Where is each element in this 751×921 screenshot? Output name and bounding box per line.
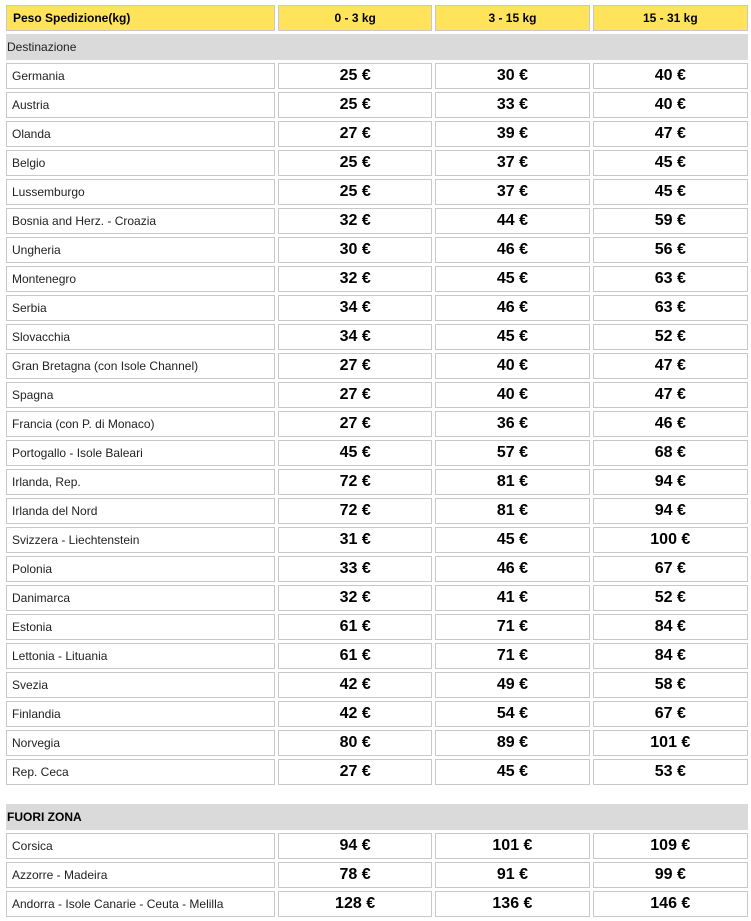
price-cell: 27 € — [278, 759, 432, 785]
table-row — [6, 92, 748, 118]
table-row — [6, 179, 748, 205]
price-cell: 72 € — [278, 498, 432, 524]
destination-cell: Gran Bretagna (con Isole Channel) — [6, 353, 275, 379]
destination-cell: Spagna — [6, 382, 275, 408]
table-row — [6, 121, 748, 147]
fuori-zona-body — [6, 804, 748, 917]
destination-cell: Ungheria — [6, 237, 275, 263]
price-cell: 39 € — [435, 121, 589, 147]
price-cell: 109 € — [593, 833, 748, 859]
table-row — [6, 440, 748, 466]
table-row — [6, 730, 748, 756]
table-row — [6, 382, 748, 408]
table-row — [6, 411, 748, 437]
table-row — [6, 237, 748, 263]
price-cell: 63 € — [593, 295, 748, 321]
price-cell: 45 € — [435, 759, 589, 785]
destination-cell: Finlandia — [6, 701, 275, 727]
price-cell: 52 € — [593, 324, 748, 350]
price-cell: 32 € — [278, 585, 432, 611]
price-cell: 94 € — [593, 469, 748, 495]
price-cell: 78 € — [278, 862, 432, 888]
section-row — [6, 34, 748, 60]
section-title: Destinazione — [6, 34, 748, 60]
table-row — [6, 701, 748, 727]
destination-cell: Svizzera - Liechtenstein — [6, 527, 275, 553]
price-cell: 41 € — [435, 585, 589, 611]
price-cell: 33 € — [435, 92, 589, 118]
destination-cell: Andorra - Isole Canarie - Ceuta - Melilla — [6, 891, 275, 917]
range-header: 3 - 15 kg — [435, 5, 589, 31]
price-cell: 61 € — [278, 643, 432, 669]
table-row — [6, 643, 748, 669]
price-cell: 32 € — [278, 266, 432, 292]
price-cell: 100 € — [593, 527, 748, 553]
price-cell: 54 € — [435, 701, 589, 727]
price-cell: 33 € — [278, 556, 432, 582]
range-header: 0 - 3 kg — [278, 5, 432, 31]
price-cell: 27 € — [278, 382, 432, 408]
price-cell: 27 € — [278, 121, 432, 147]
destination-cell: Norvegia — [6, 730, 275, 756]
price-cell: 27 € — [278, 411, 432, 437]
destination-cell: Lussemburgo — [6, 179, 275, 205]
price-cell: 40 € — [593, 63, 748, 89]
price-cell: 42 € — [278, 701, 432, 727]
price-cell: 37 € — [435, 179, 589, 205]
destination-cell: Bosnia and Herz. - Croazia — [6, 208, 275, 234]
destination-cell: Estonia — [6, 614, 275, 640]
destination-cell: Serbia — [6, 295, 275, 321]
range-header: 15 - 31 kg — [593, 5, 748, 31]
table-row — [6, 759, 748, 785]
price-cell: 57 € — [435, 440, 589, 466]
price-cell: 32 € — [278, 208, 432, 234]
destination-cell: Corsica — [6, 833, 275, 859]
zone-body — [6, 34, 748, 785]
price-cell: 34 € — [278, 295, 432, 321]
table-row — [6, 891, 748, 917]
price-cell: 71 € — [435, 643, 589, 669]
table-row — [6, 266, 748, 292]
destination-cell: Danimarca — [6, 585, 275, 611]
price-cell: 99 € — [593, 862, 748, 888]
price-cell: 101 € — [435, 833, 589, 859]
price-cell: 49 € — [435, 672, 589, 698]
price-cell: 46 € — [435, 237, 589, 263]
price-cell: 45 € — [435, 527, 589, 553]
destination-cell: Rep. Ceca — [6, 759, 275, 785]
price-cell: 25 € — [278, 63, 432, 89]
price-cell: 58 € — [593, 672, 748, 698]
destination-cell: Polonia — [6, 556, 275, 582]
price-cell: 52 € — [593, 585, 748, 611]
weight-header: Peso Spedizione(kg) — [6, 5, 275, 31]
price-cell: 80 € — [278, 730, 432, 756]
table-row — [6, 63, 748, 89]
price-cell: 46 € — [435, 295, 589, 321]
table-row — [6, 469, 748, 495]
destination-cell: Francia (con P. di Monaco) — [6, 411, 275, 437]
destination-cell: Azzorre - Madeira — [6, 862, 275, 888]
price-cell: 46 € — [593, 411, 748, 437]
destination-cell: Svezia — [6, 672, 275, 698]
price-cell: 81 € — [435, 469, 589, 495]
destination-cell: Montenegro — [6, 266, 275, 292]
header-row — [6, 5, 748, 31]
price-cell: 56 € — [593, 237, 748, 263]
price-cell: 94 € — [278, 833, 432, 859]
price-cell: 40 € — [435, 382, 589, 408]
destination-cell: Slovacchia — [6, 324, 275, 350]
price-cell: 94 € — [593, 498, 748, 524]
destination-cell: Irlanda, Rep. — [6, 469, 275, 495]
price-cell: 46 € — [435, 556, 589, 582]
table-row — [6, 585, 748, 611]
price-cell: 44 € — [435, 208, 589, 234]
section-title: FUORI ZONA — [6, 804, 748, 830]
table-row — [6, 672, 748, 698]
price-cell: 42 € — [278, 672, 432, 698]
price-cell: 67 € — [593, 556, 748, 582]
price-cell: 63 € — [593, 266, 748, 292]
price-cell: 45 € — [593, 179, 748, 205]
destination-cell: Olanda — [6, 121, 275, 147]
table-row — [6, 295, 748, 321]
price-cell: 25 € — [278, 150, 432, 176]
table-row — [6, 324, 748, 350]
price-cell: 128 € — [278, 891, 432, 917]
price-cell: 36 € — [435, 411, 589, 437]
price-cell: 47 € — [593, 121, 748, 147]
price-cell: 40 € — [435, 353, 589, 379]
rates-table — [3, 2, 751, 788]
destination-cell: Germania — [6, 63, 275, 89]
fuori-zona-table — [3, 801, 751, 920]
destination-cell: Lettonia - Lituania — [6, 643, 275, 669]
price-cell: 68 € — [593, 440, 748, 466]
price-cell: 45 € — [435, 324, 589, 350]
price-cell: 31 € — [278, 527, 432, 553]
price-cell: 59 € — [593, 208, 748, 234]
table-row — [6, 614, 748, 640]
price-cell: 47 € — [593, 353, 748, 379]
price-cell: 45 € — [278, 440, 432, 466]
price-cell: 89 € — [435, 730, 589, 756]
table-row — [6, 527, 748, 553]
price-cell: 34 € — [278, 324, 432, 350]
price-cell: 136 € — [435, 891, 589, 917]
price-cell: 84 € — [593, 614, 748, 640]
price-cell: 72 € — [278, 469, 432, 495]
table-row — [6, 833, 748, 859]
destination-cell: Irlanda del Nord — [6, 498, 275, 524]
table-row — [6, 556, 748, 582]
price-cell: 71 € — [435, 614, 589, 640]
section-row — [6, 804, 748, 830]
price-cell: 25 € — [278, 179, 432, 205]
price-cell: 25 € — [278, 92, 432, 118]
price-cell: 84 € — [593, 643, 748, 669]
table-row — [6, 498, 748, 524]
table-row — [6, 208, 748, 234]
price-cell: 40 € — [593, 92, 748, 118]
price-cell: 27 € — [278, 353, 432, 379]
table-row — [6, 353, 748, 379]
price-cell: 61 € — [278, 614, 432, 640]
price-cell: 146 € — [593, 891, 748, 917]
price-cell: 37 € — [435, 150, 589, 176]
price-cell: 53 € — [593, 759, 748, 785]
price-cell: 47 € — [593, 382, 748, 408]
destination-cell: Portogallo - Isole Baleari — [6, 440, 275, 466]
price-cell: 101 € — [593, 730, 748, 756]
price-cell: 45 € — [435, 266, 589, 292]
price-cell: 81 € — [435, 498, 589, 524]
destination-cell: Belgio — [6, 150, 275, 176]
destination-cell: Austria — [6, 92, 275, 118]
table-row — [6, 150, 748, 176]
price-cell: 30 € — [435, 63, 589, 89]
price-cell: 30 € — [278, 237, 432, 263]
table-row — [6, 862, 748, 888]
price-cell: 67 € — [593, 701, 748, 727]
price-cell: 91 € — [435, 862, 589, 888]
price-cell: 45 € — [593, 150, 748, 176]
